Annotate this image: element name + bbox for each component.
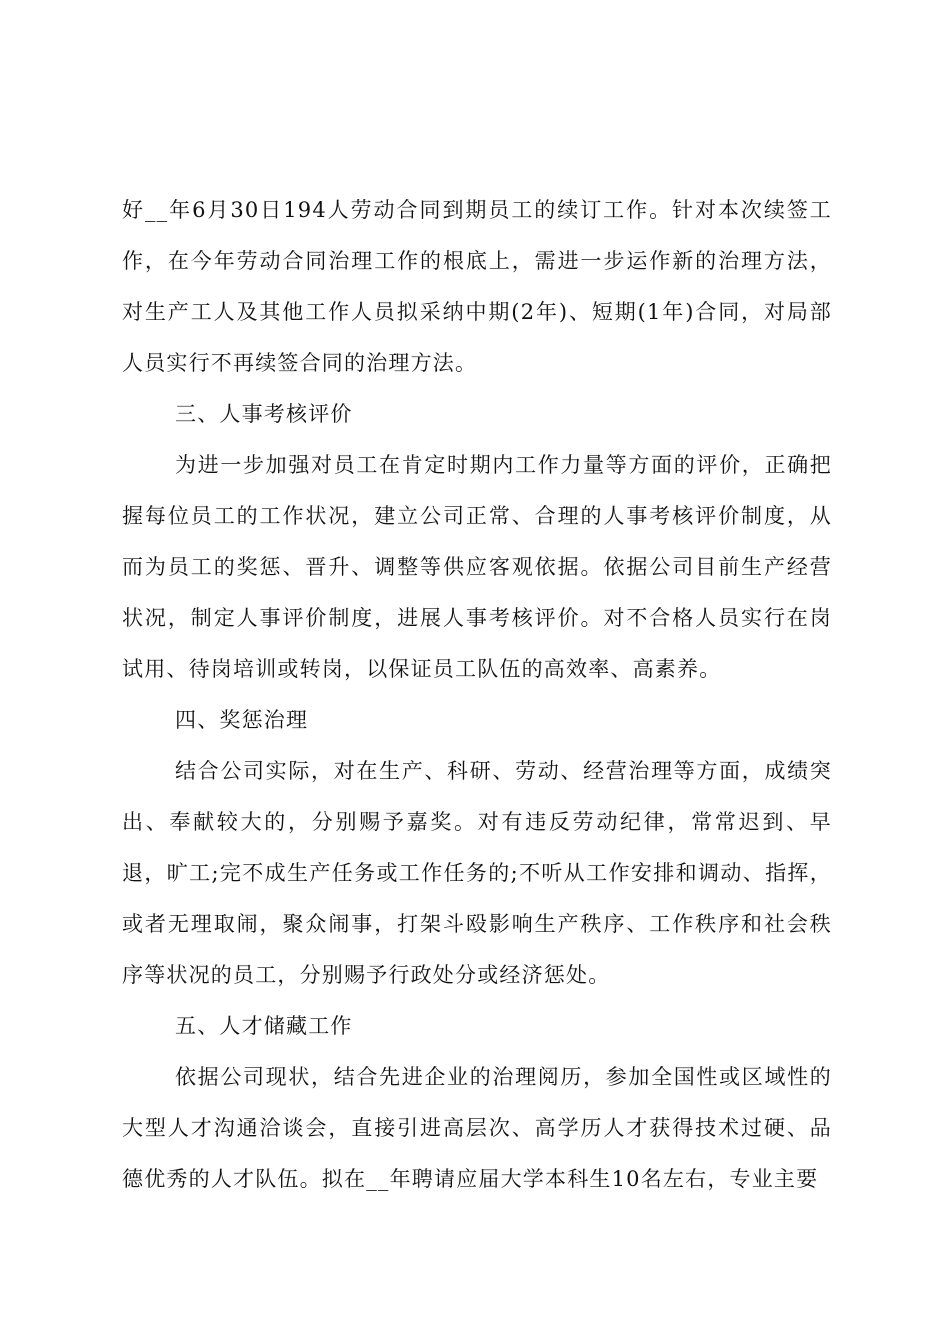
heading-talent-reserve: 五、人才储藏工作 <box>175 1014 353 1038</box>
paragraph-talent-reserve: 依据公司现状，结合先进企业的治理阅历，参加全国性或区域性的大型人才沟通洽谈会，直接引进高层次、高学历人才获得技术过硬、品德优秀的人才队伍。拟在__年聘请应届大学本科生10名左右，专业主要 <box>122 1065 832 1191</box>
paragraph-contract-renewal: 好__年6月30日194人劳动合同到期员工的续订工作。针对本次续签工作，在今年劳动合同治理工作的根底上，需进一步运作新的治理方法，对生产工人及其他工作人员拟采纳中期(2年)、短期(1年)合同，对局部人员实行不再续签合同的治理方法。 <box>122 198 832 375</box>
document-body <box>122 185 832 1205</box>
paragraph-personnel-evaluation: 为进一步加强对员工在肯定时期内工作力量等方面的评价，正确把握每位员工的工作状况，建立公司正常、合理的人事考核评价制度，从而为员工的奖惩、晋升、调整等供应客观依据。依据公司目前生产经营状况，制定人事评价制度，进展人事考核评价。对不合格人员实行在岗试用、待岗培训或转岗，以保证员工队伍的高效率、高素养。 <box>122 453 832 681</box>
paragraph-rewards-penalties: 结合公司实际，对在生产、科研、劳动、经营治理等方面，成绩突出、奉献较大的，分别赐予嘉奖。对有违反劳动纪律，常常迟到、早退，旷工;完不成生产任务或工作任务的;不听从工作安排和调动、指挥，或者无理取闹，聚众闹事，打架斗殴影响生产秩序、工作秩序和社会秩序等状况的员工，分别赐予行政处分或经济惩处。 <box>122 759 832 987</box>
heading-personnel-evaluation: 三、人事考核评价 <box>175 402 353 426</box>
heading-rewards-penalties: 四、奖惩治理 <box>175 708 309 732</box>
